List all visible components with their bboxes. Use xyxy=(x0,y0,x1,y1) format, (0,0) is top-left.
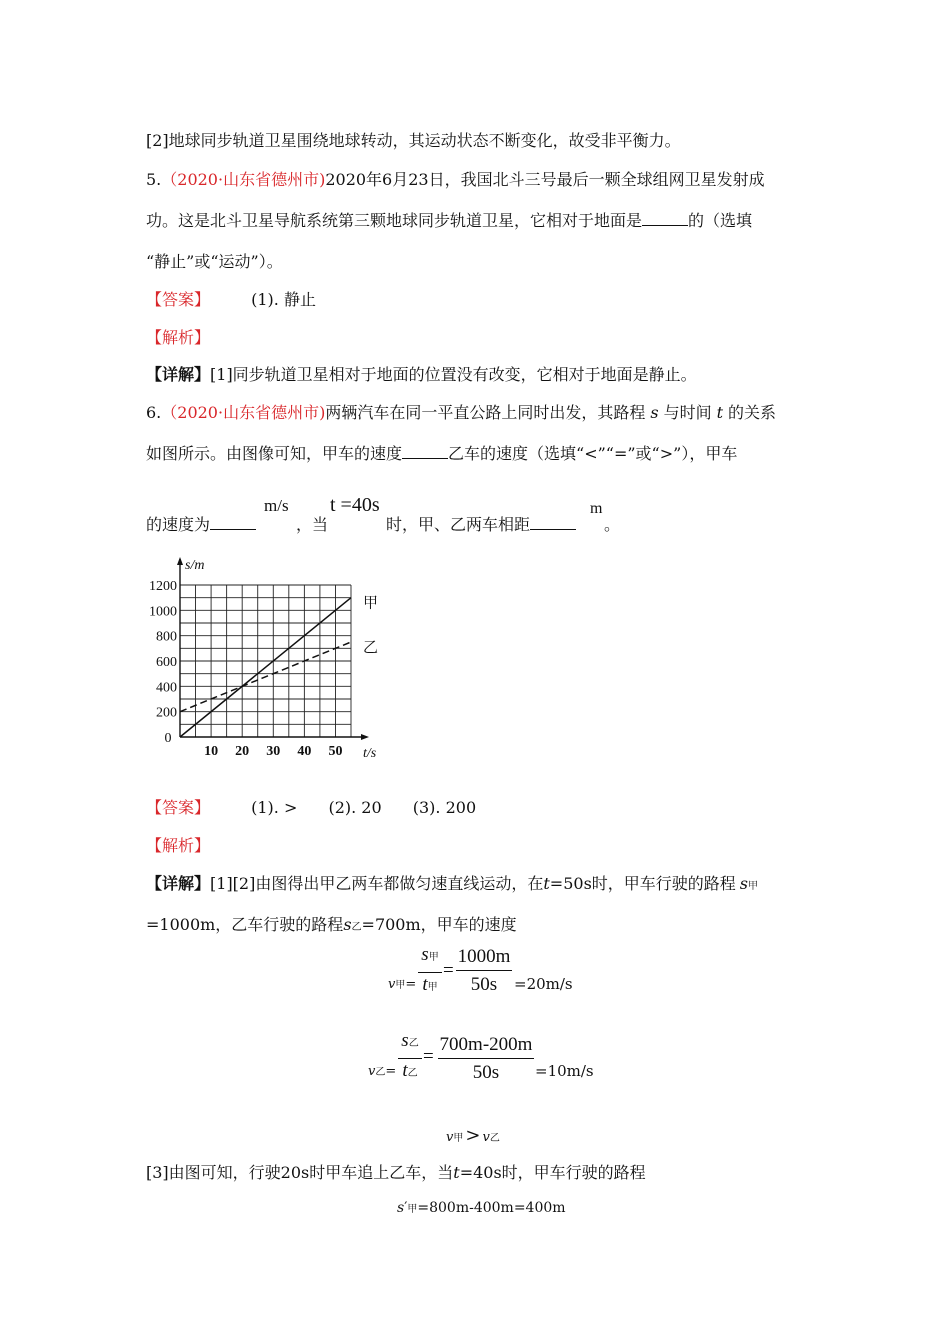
y-tick-label: 400 xyxy=(156,680,177,696)
detail-text: =50s时，甲车行驶的路程 xyxy=(549,874,736,893)
question-text: 如图所示。由图像可知，甲车的速度 xyxy=(146,444,403,463)
detail-text: =40s时，甲车行驶的路程 xyxy=(459,1163,646,1182)
numerator: 700m-200m xyxy=(439,1034,533,1055)
subscript: 甲 xyxy=(453,1133,464,1144)
fraction-bar xyxy=(398,1058,422,1059)
eq2-result: =10m/s xyxy=(535,1062,594,1080)
answer-3: (3). 200 xyxy=(412,798,477,817)
eq2-lhs xyxy=(368,1063,396,1079)
unit-ms: m/s xyxy=(264,496,289,515)
subscript: 甲 xyxy=(427,982,438,993)
question-6-line-2 xyxy=(146,441,737,464)
symbol-t: t xyxy=(402,1060,408,1081)
fraction-bar xyxy=(418,972,442,973)
answer-blank[interactable] xyxy=(210,515,256,530)
time-condition: t =40s xyxy=(330,494,380,516)
answer-row xyxy=(146,795,476,818)
prime: ′ xyxy=(404,1200,408,1216)
question-text: 2020年6月23日，我国北斗三号最后一颗全球组网卫星发射成 xyxy=(325,170,765,189)
detail-text: =700m，甲车的速度 xyxy=(361,915,517,934)
symbol-s: s xyxy=(421,944,429,965)
x-axis-label: t/s xyxy=(363,746,377,761)
question-text: 时，甲、乙两车相距 xyxy=(386,515,531,534)
question-6-line-1 xyxy=(146,400,776,423)
answer-row xyxy=(146,287,316,310)
answer-tag: 【答案】 xyxy=(146,290,211,309)
subscript: 乙 xyxy=(407,1068,418,1079)
numerator xyxy=(418,944,442,966)
x-tick-label: 20 xyxy=(235,744,250,759)
x-tick-label: 40 xyxy=(297,744,312,759)
question-text: 。 xyxy=(604,515,621,534)
y-axis-label: s/m xyxy=(185,558,205,573)
eq2-fraction-numeric xyxy=(438,1034,534,1094)
series-label: 乙 xyxy=(363,638,379,656)
series-line-jia xyxy=(180,598,351,737)
y-axis-arrow xyxy=(177,557,183,565)
question-source: （2020·山东省德州市) xyxy=(161,170,326,189)
answer-2: (2). 20 xyxy=(328,798,382,817)
eq1-result: =20m/s xyxy=(514,975,573,993)
eq1-fraction-numeric xyxy=(456,946,512,1006)
detail-text: =1000m，乙车行驶的路程 xyxy=(146,915,344,934)
equals: = xyxy=(423,1046,434,1067)
subscript: 甲 xyxy=(748,881,758,892)
symbol-s: s xyxy=(650,403,659,422)
unit-m: m xyxy=(590,500,603,517)
question-source: （2020·山东省德州市) xyxy=(161,403,326,422)
symbol-t: t xyxy=(422,974,428,995)
question-number: 6. xyxy=(146,403,162,422)
origin-label: 0 xyxy=(164,731,172,746)
symbol-v: v xyxy=(482,1130,490,1145)
question-text: 的速度为 xyxy=(146,515,211,534)
y-tick-label: 800 xyxy=(156,629,177,645)
subscript: 乙 xyxy=(489,1133,500,1144)
analysis-tag: 【解析】 xyxy=(146,836,211,855)
x-tick-label: 10 xyxy=(204,744,219,759)
eq2-fraction-symbolic xyxy=(398,1030,422,1090)
equals: = xyxy=(443,960,454,981)
question-5-line-2 xyxy=(146,208,752,231)
answer-blank[interactable] xyxy=(530,515,576,530)
question-5-line-3: “静止”或“运动”）。 xyxy=(146,252,283,271)
denominator: 50s xyxy=(470,974,498,995)
detail-text: [3]由图可知，行驶20s时甲车追上乙车，当 xyxy=(146,1163,454,1182)
series-line-yi xyxy=(180,642,351,712)
question-text: 与时间 xyxy=(663,403,712,422)
detail-tag: 【详解】 xyxy=(146,874,211,893)
question-text: 两辆汽车在同一平直公路上同时出发，其路程 xyxy=(325,403,646,422)
question-text: 乙车的速度（选填“<”“=”或“>”），甲车 xyxy=(448,444,738,463)
question-text: 功。这是北斗卫星导航系统第三颗地球同步轨道卫星，它相对于地面是 xyxy=(146,211,643,230)
subscript: 乙 xyxy=(408,1038,419,1049)
fraction-bar xyxy=(438,1058,534,1059)
symbol-t: t xyxy=(543,874,550,893)
subscript: 甲 xyxy=(395,980,406,991)
question-text: ，当 xyxy=(296,515,329,534)
symbol-s: s xyxy=(343,915,352,934)
fraction-bar xyxy=(456,970,512,971)
y-tick-label: 1200 xyxy=(149,579,177,594)
numerator xyxy=(398,1030,422,1052)
equals: = xyxy=(405,977,417,992)
x-tick-label: 50 xyxy=(328,744,343,759)
symbol-v: v xyxy=(368,1064,376,1079)
subscript: 乙 xyxy=(375,1067,386,1078)
subscript: 乙 xyxy=(351,922,362,933)
eq1-lhs xyxy=(388,976,416,992)
detail-text: [1][2]由图得出甲乙两车都做匀速直线运动，在 xyxy=(210,874,544,893)
detail-tag: 【详解】 xyxy=(146,365,211,384)
question-6-line-3b xyxy=(386,512,576,535)
greater-than: > xyxy=(465,1125,481,1146)
symbol-s: s xyxy=(739,874,748,893)
detail-line-3 xyxy=(146,1160,646,1183)
equation-text: =800m-400m=400m xyxy=(417,1200,566,1216)
text-line: [2]地球同步轨道卫星围绕地球转动，其运动状态不断变化，故受非平衡力。 xyxy=(146,131,681,150)
y-tick-label: 600 xyxy=(156,655,177,670)
detail-text: [1]同步轨道卫星相对于地面的位置没有改变，它相对于地面是静止。 xyxy=(210,365,697,384)
symbol-t: t xyxy=(453,1163,460,1182)
question-text: 的关系 xyxy=(728,403,777,422)
speed-comparison xyxy=(446,1125,500,1146)
eq1-fraction-symbolic xyxy=(418,944,442,1004)
answer-1: (1). > xyxy=(251,798,298,817)
symbol-v: v xyxy=(446,1130,454,1145)
question-number: 5. xyxy=(146,170,162,189)
subscript: 甲 xyxy=(407,1204,418,1215)
subscript: 甲 xyxy=(428,952,439,963)
symbol-s: s xyxy=(397,1200,405,1216)
detail-line-1 xyxy=(146,871,758,894)
equals: = xyxy=(385,1064,397,1079)
denominator xyxy=(418,974,442,996)
detail-row xyxy=(146,362,697,385)
detail-line-2 xyxy=(146,912,517,935)
x-axis-arrow xyxy=(361,734,369,740)
answer-blank[interactable] xyxy=(402,444,448,459)
question-6-line-3 xyxy=(146,512,256,535)
denominator: 50s xyxy=(472,1062,500,1083)
s-t-chart xyxy=(140,545,400,765)
y-tick-label: 1000 xyxy=(149,604,177,620)
analysis-tag: 【解析】 xyxy=(146,328,211,347)
answer-blank[interactable] xyxy=(642,211,688,226)
symbol-s: s xyxy=(401,1030,409,1051)
symbol-v: v xyxy=(388,977,396,992)
denominator xyxy=(398,1060,422,1082)
question-text: 的（选填 xyxy=(688,211,753,230)
question-5-line-1 xyxy=(146,167,765,190)
symbol-t: t xyxy=(716,403,724,422)
series-label: 甲 xyxy=(363,593,379,612)
eq3 xyxy=(397,1200,566,1216)
y-tick-label: 200 xyxy=(156,705,177,721)
answer-tag: 【答案】 xyxy=(146,798,211,817)
answer-text: (1). 静止 xyxy=(251,290,316,309)
numerator: 1000m xyxy=(457,946,511,967)
x-tick-label: 30 xyxy=(266,744,281,759)
